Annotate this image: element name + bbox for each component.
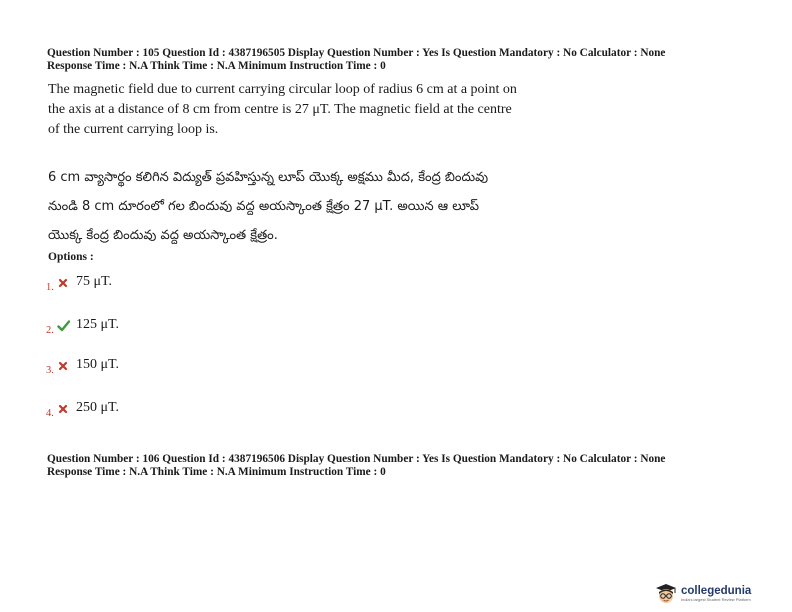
question-105-english-text (48, 80, 608, 140)
question-105-meta-line-1: Question Number : 105 Question Id : 4387196505 Display Question Number : Yes Is Question Mandatory : No Calculator : None (47, 47, 666, 59)
option-number: 2. (46, 325, 54, 336)
graduate-avatar-icon (654, 581, 678, 605)
question-105-telugu-text (48, 163, 608, 250)
logo-tagline: India's largest Student Review Platform (681, 596, 751, 602)
options-label: Options : (48, 251, 94, 263)
option-text: 250 μT. (76, 400, 120, 415)
question-telugu-line: 6 cm వ్యాసార్థం కలిగిన విద్యుత్ ప్రవహిస్తున్న లూప్ యొక్క అక్షము మీద, కేంద్ర బిందువు (48, 170, 489, 185)
option-number: 1. (46, 282, 54, 293)
question-telugu-line: నుండి 8 cm దూరంలో గల బిందువు వద్ద అయస్కాంత క్షేత్రం 27 μT. అయిన ఆ లూప్ (48, 199, 479, 214)
option-4 (46, 394, 120, 419)
question-105-meta (47, 47, 665, 73)
question-english-line: the axis at a distance of 8 cm from centre is 27 μT. The magnetic field at the centre (48, 102, 512, 117)
option-text: 125 μT. (76, 317, 120, 332)
option-text: 150 μT. (76, 357, 120, 372)
cross-icon (57, 402, 70, 416)
option-number: 3. (46, 365, 54, 376)
question-106-meta-line-2: Response Time : N.A Think Time : N.A Minimum Instruction Time : 0 (47, 466, 386, 478)
logo-wordmark: collegedunia (681, 584, 752, 597)
option-text: 75 μT. (76, 274, 113, 289)
question-106-meta-line-1: Question Number : 106 Question Id : 4387196506 Display Question Number : Yes Is Question Mandatory : No Calculator : None (47, 453, 666, 465)
question-english-line: of the current carrying loop is. (48, 122, 219, 137)
cross-icon (57, 276, 70, 290)
question-english-line: The magnetic field due to current carrying circular loop of radius 6 cm at a point on (48, 82, 517, 97)
question-106-meta (47, 453, 665, 479)
option-1 (46, 268, 113, 293)
option-number: 4. (46, 408, 54, 419)
collegedunia-logo (654, 581, 751, 605)
option-2 (46, 311, 120, 336)
question-105-meta-line-2: Response Time : N.A Think Time : N.A Minimum Instruction Time : 0 (47, 60, 386, 72)
check-icon (57, 319, 70, 333)
question-telugu-line: యొక్క కేంద్ర బిందువు వద్ద అయస్కాంత క్షేత్రం. (48, 228, 278, 243)
option-3 (46, 351, 120, 376)
cross-icon (57, 359, 70, 373)
